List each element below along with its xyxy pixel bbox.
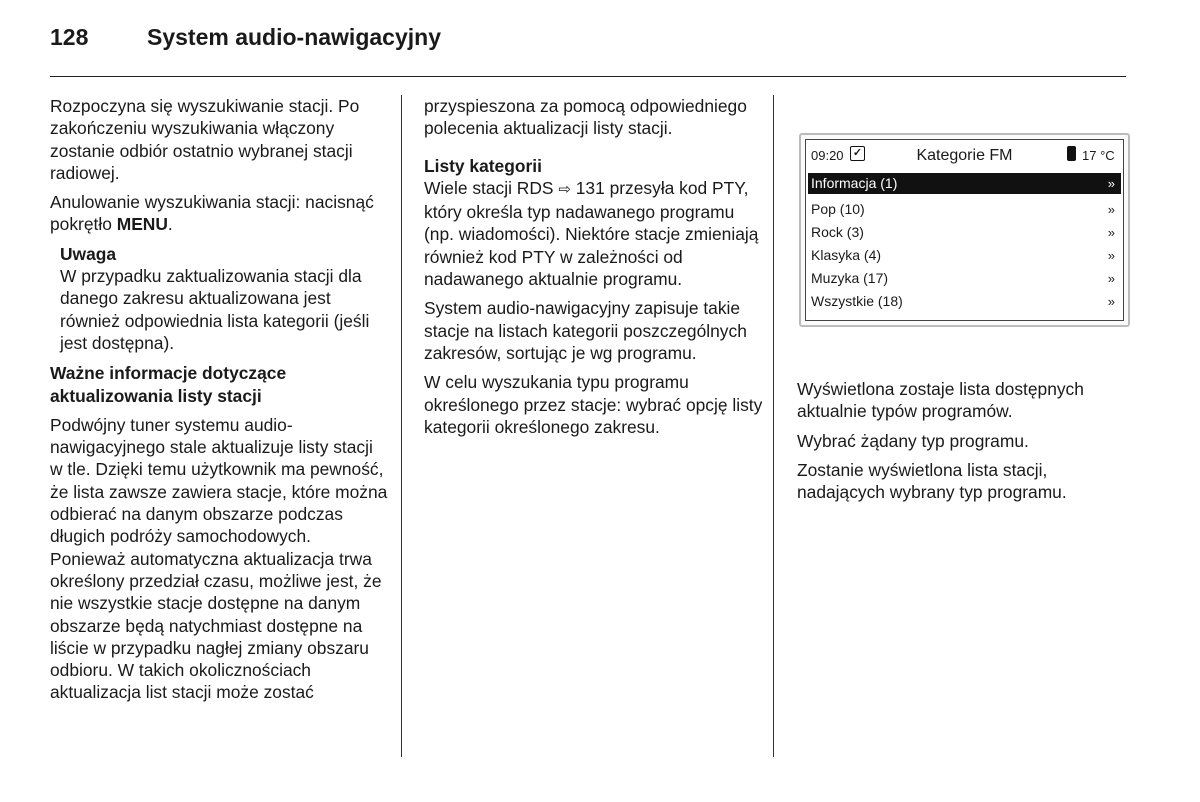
paragraph: Podwójny tuner systemu audio-nawigacyjnego stale aktualizuje listy stacji w tle. Dzięki temu użytkownik ma pewność, że lista zawsze zawiera stacje, które można odbierać na danym obszarze podczas długich podróży samochodowych. Ponieważ automatyczna aktualizacja trwa określony przedział czasu, możliwe jest, że nie wszystkie stacje dostępne na danym obszarze będą natychmiast dostępne na liście w przypadku nagłej zmiany obszaru odbioru. W takich okolicznościach aktualizacja list stacji może zostać [50,414,388,703]
chevron-right-icon: » [1107,176,1115,191]
note-title: Uwaga [60,243,117,264]
paragraph: Rozpoczyna się wyszukiwanie stacji. Po zakończeniu wyszukiwania włączony zostanie odbiór ostatnio wybranej stacji radiowej. [50,96,360,183]
check-icon: ✓ [850,146,865,161]
column-divider [773,95,774,757]
paragraph-text: Wiele stacji RDS [424,177,559,198]
paragraph-text: przesyła kod PTY, który określa typ nadawanego programu (np. wiadomości). Niektóre stacje zmieniają również kod PTY w zależności od nadawanego aktualnie programu. [424,177,759,290]
chevron-right-icon: » [1107,202,1115,217]
temperature: 17 °C [1082,148,1115,163]
list-item[interactable] [806,290,1123,313]
column-divider [401,95,402,757]
paragraph: Zostanie wyświetlona lista stacji, nadających wybrany typ programu. [797,459,1067,503]
list-item[interactable] [808,173,1121,194]
screen-title: Kategorie FM [916,147,1013,164]
paragraph: Wybrać żądany typ programu. [797,430,1029,451]
display-panel [805,139,1124,321]
category-list [806,173,1123,313]
status-bar [806,140,1123,170]
paragraph: przyspieszona za pomocą odpowiedniego polecenia aktualizacji listy stacji. [424,96,747,139]
paragraph: System audio-nawigacyjny zapisuje takie stacje na listach kategorii poszczególnych zakresów, sortując je wg programu. [424,298,747,363]
list-item-label: Muzyka (17) [811,270,889,286]
column-2 [424,95,764,445]
section-heading: Ważne informacje dotyczące aktualizowania listy stacji [50,363,287,406]
column-3 [797,378,1137,510]
page-number: 128 [50,24,89,50]
chevron-right-icon: » [1107,271,1115,286]
paragraph-end: . [167,214,173,235]
list-item[interactable] [806,244,1123,267]
clock: 09:20 [811,148,844,163]
section-heading: Listy kategorii [424,155,542,176]
list-item[interactable] [806,198,1123,221]
column-1 [50,95,390,711]
list-item[interactable] [806,267,1123,290]
note-box [60,243,390,354]
list-item-label: Informacja (1) [811,175,898,191]
page-title: System audio-nawigacyjny [147,24,441,50]
chevron-right-icon: » [1107,248,1115,263]
chevron-right-icon: » [1107,294,1115,309]
list-item-label: Rock (3) [811,224,864,240]
thermometer-icon [1067,146,1076,161]
note-text: W przypadku zaktualizowania stacji dla danego zakresu aktualizowana jest również odpowiednia lista kategorii (jeśli jest dostępna). [60,266,370,353]
menu-knob-label: MENU [116,214,168,235]
page-reference-arrow-icon: ⇨ [558,180,571,198]
list-item[interactable] [806,221,1123,244]
paragraph [424,177,764,290]
list-item-label: Wszystkie (18) [811,293,903,309]
paragraph [50,191,390,236]
paragraph-text: Anulowanie wyszukiwania stacji: nacisnąć pokrętło [50,192,374,235]
list-item-label: Klasyka (4) [811,247,882,263]
paragraph: W celu wyszukania typu programu określonego przez stacje: wybrać opcję listy kategorii określonego zakresu. [424,372,763,437]
page-reference: 131 [575,177,605,198]
page-header [50,24,1126,77]
list-item-label: Pop (10) [811,201,865,217]
paragraph: Wyświetlona zostaje lista dostępnych aktualnie typów programów. [797,379,1084,422]
chevron-right-icon: » [1107,225,1115,240]
display-screenshot [799,133,1130,327]
